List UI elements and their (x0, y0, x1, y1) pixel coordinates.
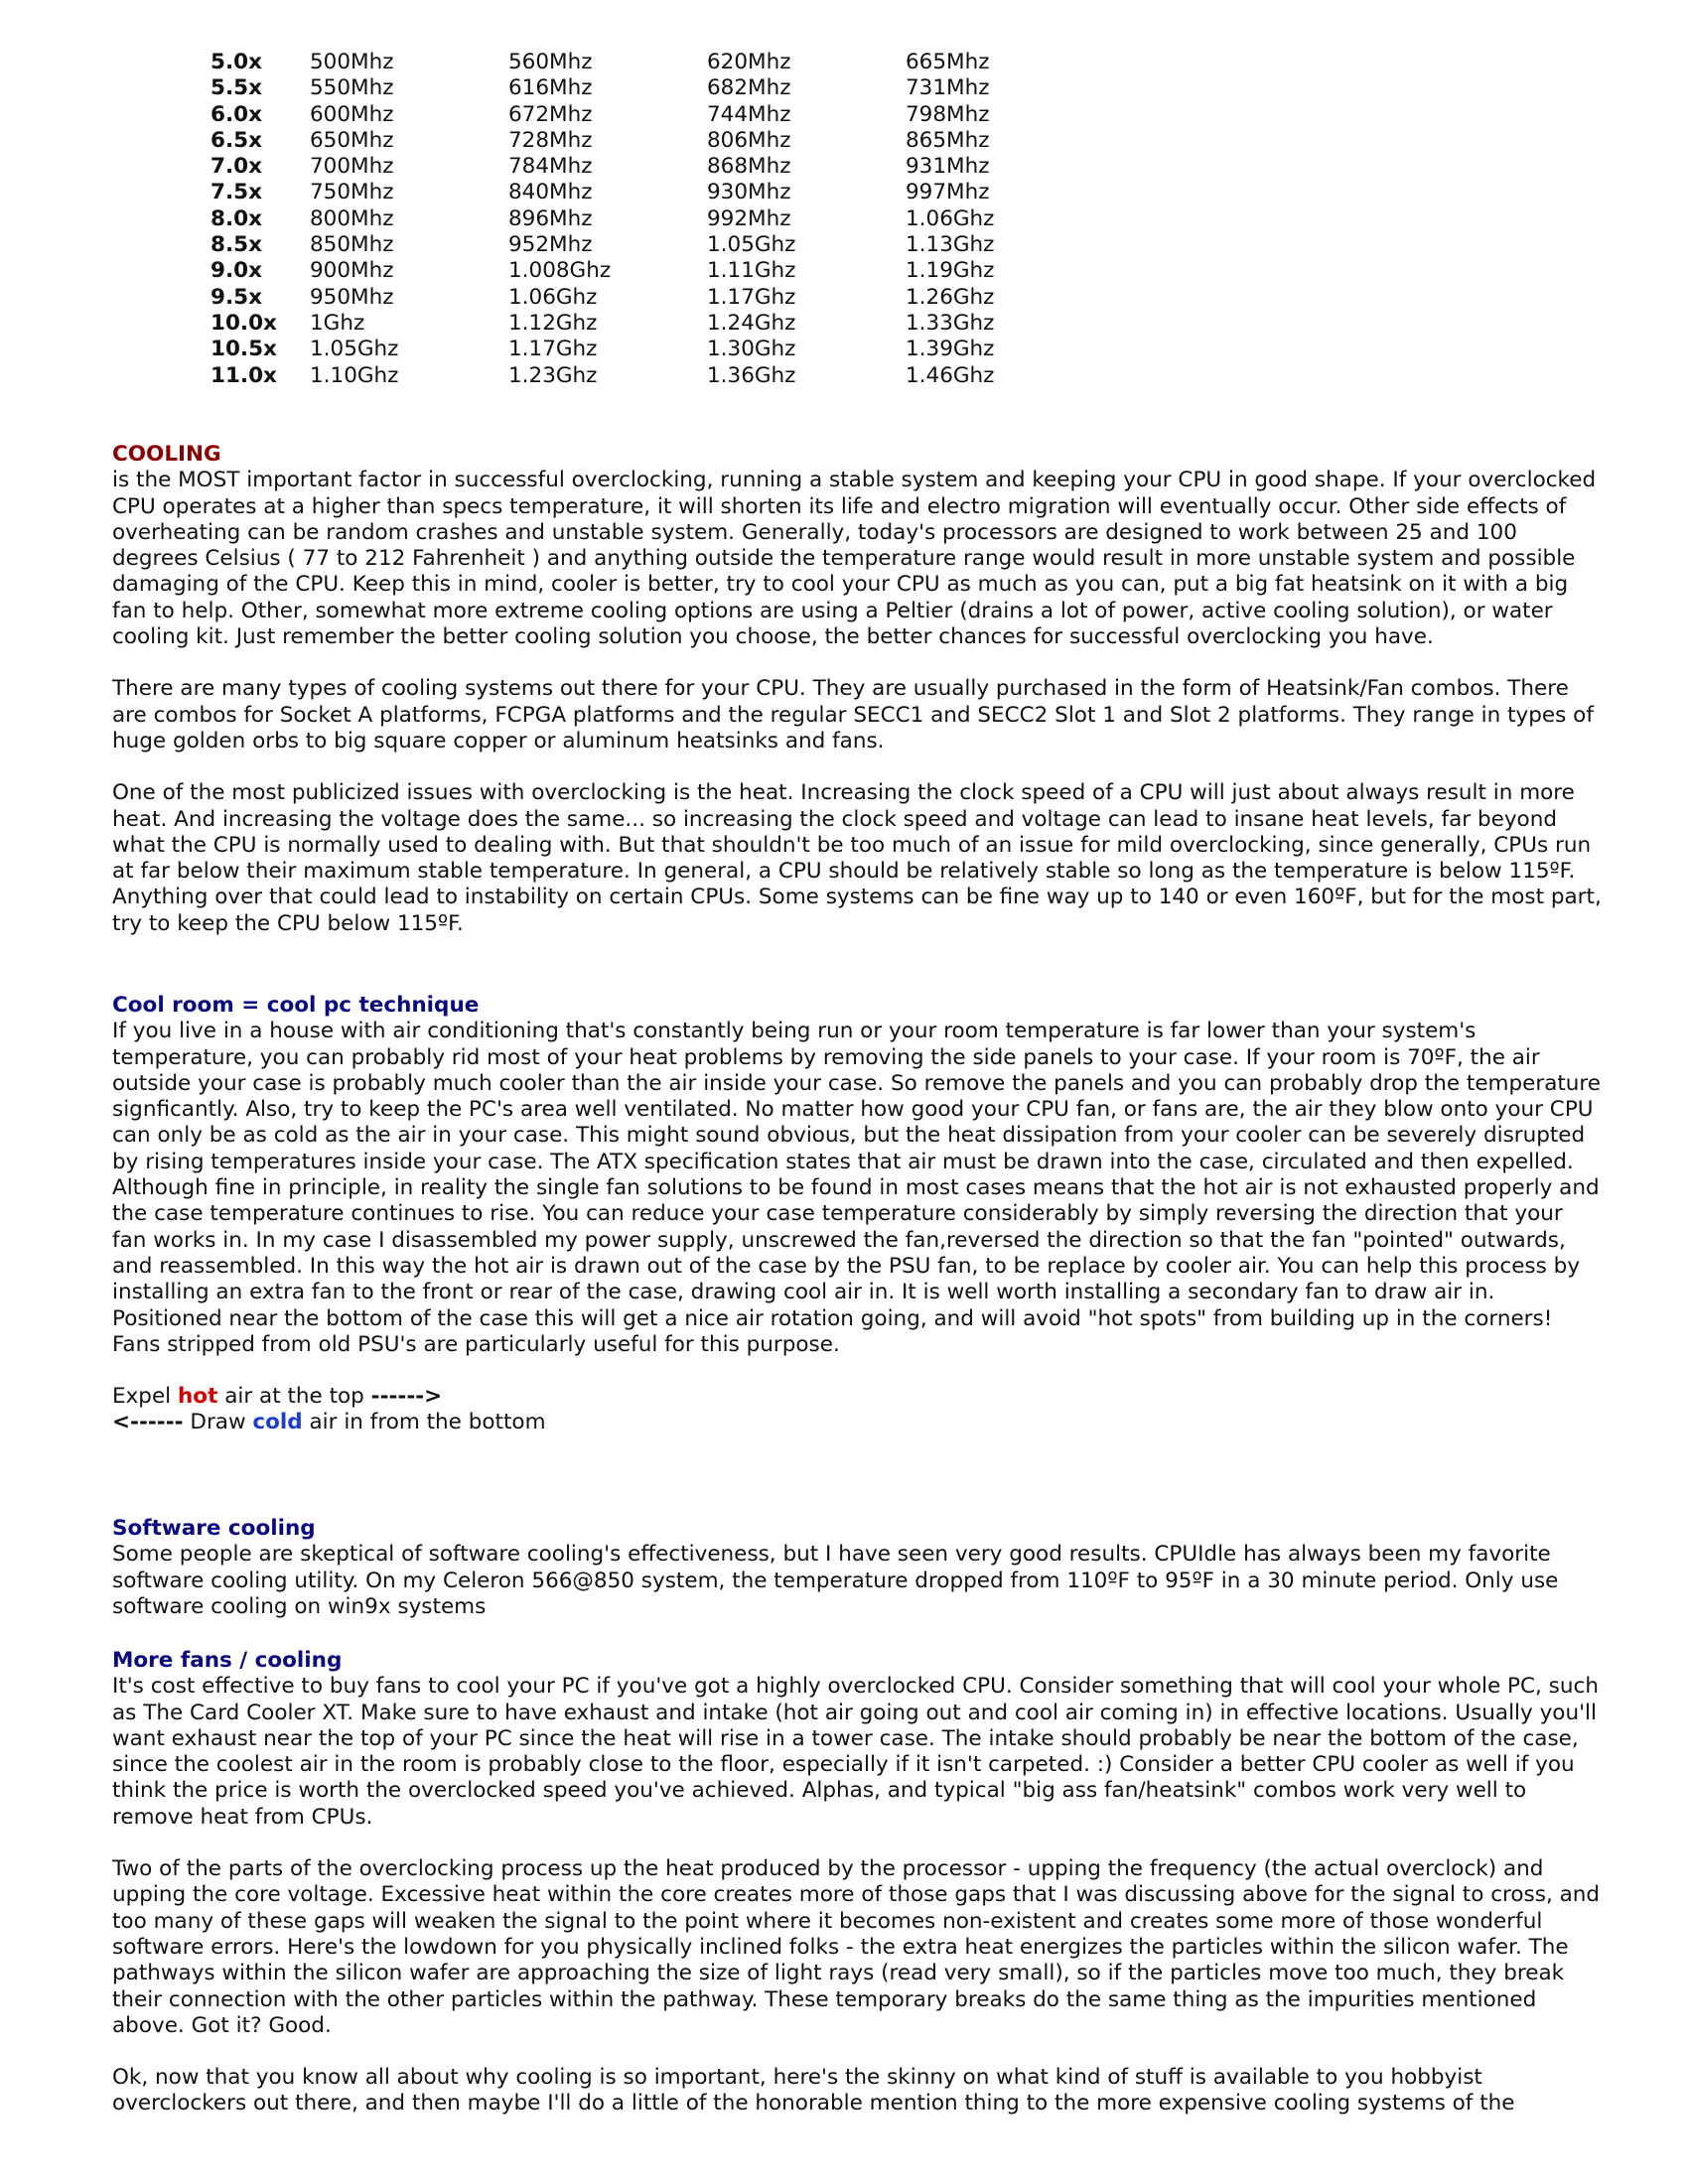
frequency-cell: 1.23Ghz (508, 362, 598, 388)
table-row (211, 206, 1104, 232)
frequency-cell: 1Ghz (310, 310, 365, 336)
left-arrow: <------ (112, 1410, 184, 1435)
more-fans-paragraph-3: Ok, now that you know all about why cooling is so important, here's the skinny on what kind of stuff is available to you hobbyist overclockers out there, and then maybe I'll do a little of the honorable mention thing to the more expensive cooling systems of the (112, 2065, 1515, 2116)
multiplier-cell: 10.5x (211, 337, 277, 362)
multiplier-cell: 6.0x (211, 101, 262, 127)
frequency-cell: 1.17Ghz (707, 284, 796, 310)
frequency-cell: 1.06Ghz (906, 205, 995, 231)
frequency-cell: 1.06Ghz (508, 284, 598, 310)
cooling-paragraph-3: One of the most publicized issues with overclocking is the heat. Increasing the clock speed of a CPU will just about always result in more heat. And increasing the voltage does the same... so increasing the clock speed and voltage can lead to insane heat levels, far beyond what the CPU is normally used to dealing with. But that shouldn't be too much of an issue for mild overclocking, since generally, CPUs run at far below their maximum stable temperature. In general, a CPU should be relatively stable so long as the temperature is below 115ºF. Anything over that could lead to instability on certain CPUs. Some systems can be fine way up to 140 or even 160ºF, but for the most part, try to keep the CPU below 115ºF. (112, 780, 1602, 936)
frequency-cell: 500Mhz (310, 50, 394, 74)
more-fans-heading: More fans / cooling (112, 1648, 343, 1673)
frequency-cell: 992Mhz (707, 205, 791, 231)
frequency-cell: 1.26Ghz (906, 284, 995, 310)
frequency-cell: 1.13Ghz (906, 232, 995, 258)
table-row (211, 311, 1104, 337)
expel-hot-line: Expel hot air at the top ------> (112, 1384, 443, 1410)
cold-word: cold (252, 1410, 303, 1435)
frequency-cell: 1.05Ghz (707, 232, 796, 258)
frequency-cell: 744Mhz (707, 101, 791, 127)
multiplier-table (211, 50, 1104, 389)
multiplier-cell: 9.5x (211, 284, 262, 310)
frequency-cell: 806Mhz (707, 127, 791, 153)
table-row (211, 180, 1104, 205)
frequency-cell: 798Mhz (906, 101, 990, 127)
frequency-cell: 800Mhz (310, 205, 394, 231)
right-arrow: ------> (370, 1384, 443, 1410)
table-row (211, 232, 1104, 258)
table-row (211, 128, 1104, 154)
frequency-cell: 952Mhz (508, 232, 593, 258)
multiplier-cell: 10.0x (211, 310, 277, 336)
frequency-cell: 930Mhz (707, 180, 791, 205)
frequency-cell: 1.30Ghz (707, 337, 796, 362)
hot-word: hot (178, 1384, 218, 1410)
draw-cold-line: <------ Draw cold air in from the bottom (112, 1410, 546, 1435)
frequency-cell: 1.36Ghz (707, 362, 796, 388)
frequency-cell: 600Mhz (310, 101, 394, 127)
cool-room-heading: Cool room = cool pc technique (112, 993, 480, 1018)
cool-room-paragraph: If you live in a house with air conditioning that's constantly being run or your room temperature is far lower than your system's temperature, you can probably rid most of your heat problems by removing the side panels to your case. If your room is 70ºF, the air outside your case is probably much cooler than the air inside your case. So remove the panels and you can probably drop the temperature signficantly. Also, try to keep the PC's area well ventilated. No matter how good your CPU fan, or fans are, the air they blow onto your CPU can only be as cold as the air in your case. This might sound obvious, but the heat dissipation from your cooler can be severely disrupted by rising temperatures inside your case. The ATX specification states that air must be drawn into the case, circulated and then expelled. Although fine in principle, in reality the single fan solutions to be found in most cases means that the hot air is not exhausted properly and the case temperature continues to rise. You can reduce your case temperature considerably by simply reversing the direction that your fan works in. In my case I disassembled my power supply, unscrewed the fan,reversed the direction so that the fan "pointed" outwards, and reassembled. In this way the hot air is drawn out of the case by the PSU fan, to be replace by cooler air. You can help this process by installing an extra fan to the front or rear of the case, drawing cool air in. It is well worth installing a secondary fan to draw air in. Positioned near the bottom of the case this will get a nice air rotation going, and will avoid "hot spots" from building up in the corners! Fans stripped from old PSU's are particularly useful for this purpose. (112, 1019, 1602, 1357)
multiplier-cell: 7.0x (211, 154, 262, 180)
multiplier-cell: 9.0x (211, 258, 262, 284)
frequency-cell: 931Mhz (906, 154, 990, 180)
frequency-cell: 672Mhz (508, 101, 593, 127)
frequency-cell: 560Mhz (508, 50, 593, 74)
table-row (211, 285, 1104, 311)
cool-room-section (112, 993, 1602, 1436)
frequency-cell: 1.05Ghz (310, 337, 399, 362)
frequency-cell: 650Mhz (310, 127, 394, 153)
more-fans-section (112, 1648, 1602, 2117)
frequency-cell: 665Mhz (906, 50, 990, 74)
table-row (211, 154, 1104, 180)
frequency-cell: 728Mhz (508, 127, 593, 153)
frequency-cell: 900Mhz (310, 258, 394, 284)
multiplier-cell: 11.0x (211, 362, 277, 388)
frequency-cell: 700Mhz (310, 154, 394, 180)
frequency-cell: 1.008Ghz (508, 258, 612, 284)
frequency-cell: 1.11Ghz (707, 258, 796, 284)
frequency-cell: 750Mhz (310, 180, 394, 205)
frequency-cell: 550Mhz (310, 75, 394, 101)
more-fans-paragraph-1: It's cost effective to buy fans to cool your PC if you've got a highly overclocked CPU. Consider something that will cool your whole PC, such as The Card Cooler XT. Make sure to have exhaust and intake (hot air going out and cool air coming in) in effective locations. Usually you'll want exhaust near the top of your PC since the heat will rise in a tower case. The intake should probably be near the bottom of the case, since the coolest air in the room is probably close to the floor, especially if it isn't carpeted. :) Consider a better CPU cooler as well if you think the price is worth the overclocked speed you've achieved. Alphas, and typical "big ass fan/heatsink" combos work very well to remove heat from CPUs. (112, 1674, 1599, 1830)
multiplier-cell: 7.5x (211, 180, 262, 205)
frequency-cell: 896Mhz (508, 205, 593, 231)
table-row (211, 337, 1104, 362)
more-fans-paragraph-2: Two of the parts of the overclocking process up the heat produced by the processor - upping the frequency (the actual overclock) and upping the core voltage. Excessive heat within the core creates more of those gaps that I was discussing above for the signal to cross, and too many of these gaps will weaken the signal to the point where it becomes non-existent and creates some more of those wonderful software errors. Here's the lowdown for you physically inclined folks - the extra heat energizes the particles within the silicon wafer. The pathways within the silicon wafer are approaching the size of light rays (read very small), so if the particles move too much, they break their connection with the other particles within the pathway. These temporary breaks do the same thing as the impurities mentioned above. Got it? Good. (112, 1856, 1601, 2038)
frequency-cell: 1.10Ghz (310, 362, 399, 388)
cooling-heading: COOLING (112, 442, 221, 467)
table-row (211, 75, 1104, 101)
table-row (211, 363, 1104, 389)
cooling-paragraph-1: is the MOST important factor in successful overclocking, running a stable system and keeping your CPU in good shape. If your overclocked CPU operates at a higher than specs temperature, it will shorten its life and electro migration will eventually occur. Other side effects of overheating can be random crashes and unstable system. Generally, today's processors are designed to work between 25 and 100 degrees Celsius ( 77 to 212 Fahrenheit ) and anything outside the temperature range would result in more unstable system and possible damaging of the CPU. Keep this in mind, cooler is better, try to cool your CPU as much as you can, put a big fat heatsink on it with a big fan to help. Other, somewhat more extreme cooling options are using a Peltier (drains a lot of power, active cooling solution), or water cooling kit. Just remember the better cooling solution you choose, the better chances for successful overclocking you have. (112, 468, 1597, 650)
table-row (211, 102, 1104, 128)
frequency-cell: 865Mhz (906, 127, 990, 153)
software-cooling-section (112, 1516, 1602, 1620)
frequency-cell: 784Mhz (508, 154, 593, 180)
table-row (211, 258, 1104, 284)
frequency-cell: 682Mhz (707, 75, 791, 101)
frequency-cell: 1.24Ghz (707, 310, 796, 336)
multiplier-cell: 8.5x (211, 232, 262, 258)
frequency-cell: 997Mhz (906, 180, 990, 205)
frequency-cell: 1.17Ghz (508, 337, 598, 362)
table-row (211, 50, 1104, 75)
frequency-cell: 850Mhz (310, 232, 394, 258)
frequency-cell: 616Mhz (508, 75, 593, 101)
frequency-cell: 731Mhz (906, 75, 990, 101)
cooling-paragraph-2: There are many types of cooling systems out there for your CPU. They are usually purchased in the form of Heatsink/Fan combos. There are combos for Socket A platforms, FCPGA platforms and the regular SECC1 and SECC2 Slot 1 and Slot 2 platforms. They range in types of huge golden orbs to big square copper or aluminum heatsinks and fans. (112, 676, 1594, 753)
multiplier-cell: 5.5x (211, 75, 262, 101)
multiplier-cell: 6.5x (211, 127, 262, 153)
frequency-cell: 1.19Ghz (906, 258, 995, 284)
frequency-cell: 950Mhz (310, 284, 394, 310)
cooling-section (112, 442, 1602, 937)
frequency-cell: 1.33Ghz (906, 310, 995, 336)
software-cooling-paragraph: Some people are skeptical of software cooling's effectiveness, but I have seen very good results. CPUIdle has always been my favorite software cooling utility. On my Celeron 566@850 system, the temperature dropped from 110ºF to 95ºF in a 30 minute period. Only use software cooling on win9x systems (112, 1542, 1559, 1619)
frequency-cell: 840Mhz (508, 180, 593, 205)
frequency-cell: 1.39Ghz (906, 337, 995, 362)
frequency-cell: 620Mhz (707, 50, 791, 74)
multiplier-cell: 8.0x (211, 205, 262, 231)
frequency-cell: 1.46Ghz (906, 362, 995, 388)
multiplier-cell: 5.0x (211, 50, 262, 74)
frequency-cell: 1.12Ghz (508, 310, 598, 336)
frequency-cell: 868Mhz (707, 154, 791, 180)
software-cooling-heading: Software cooling (112, 1516, 316, 1541)
